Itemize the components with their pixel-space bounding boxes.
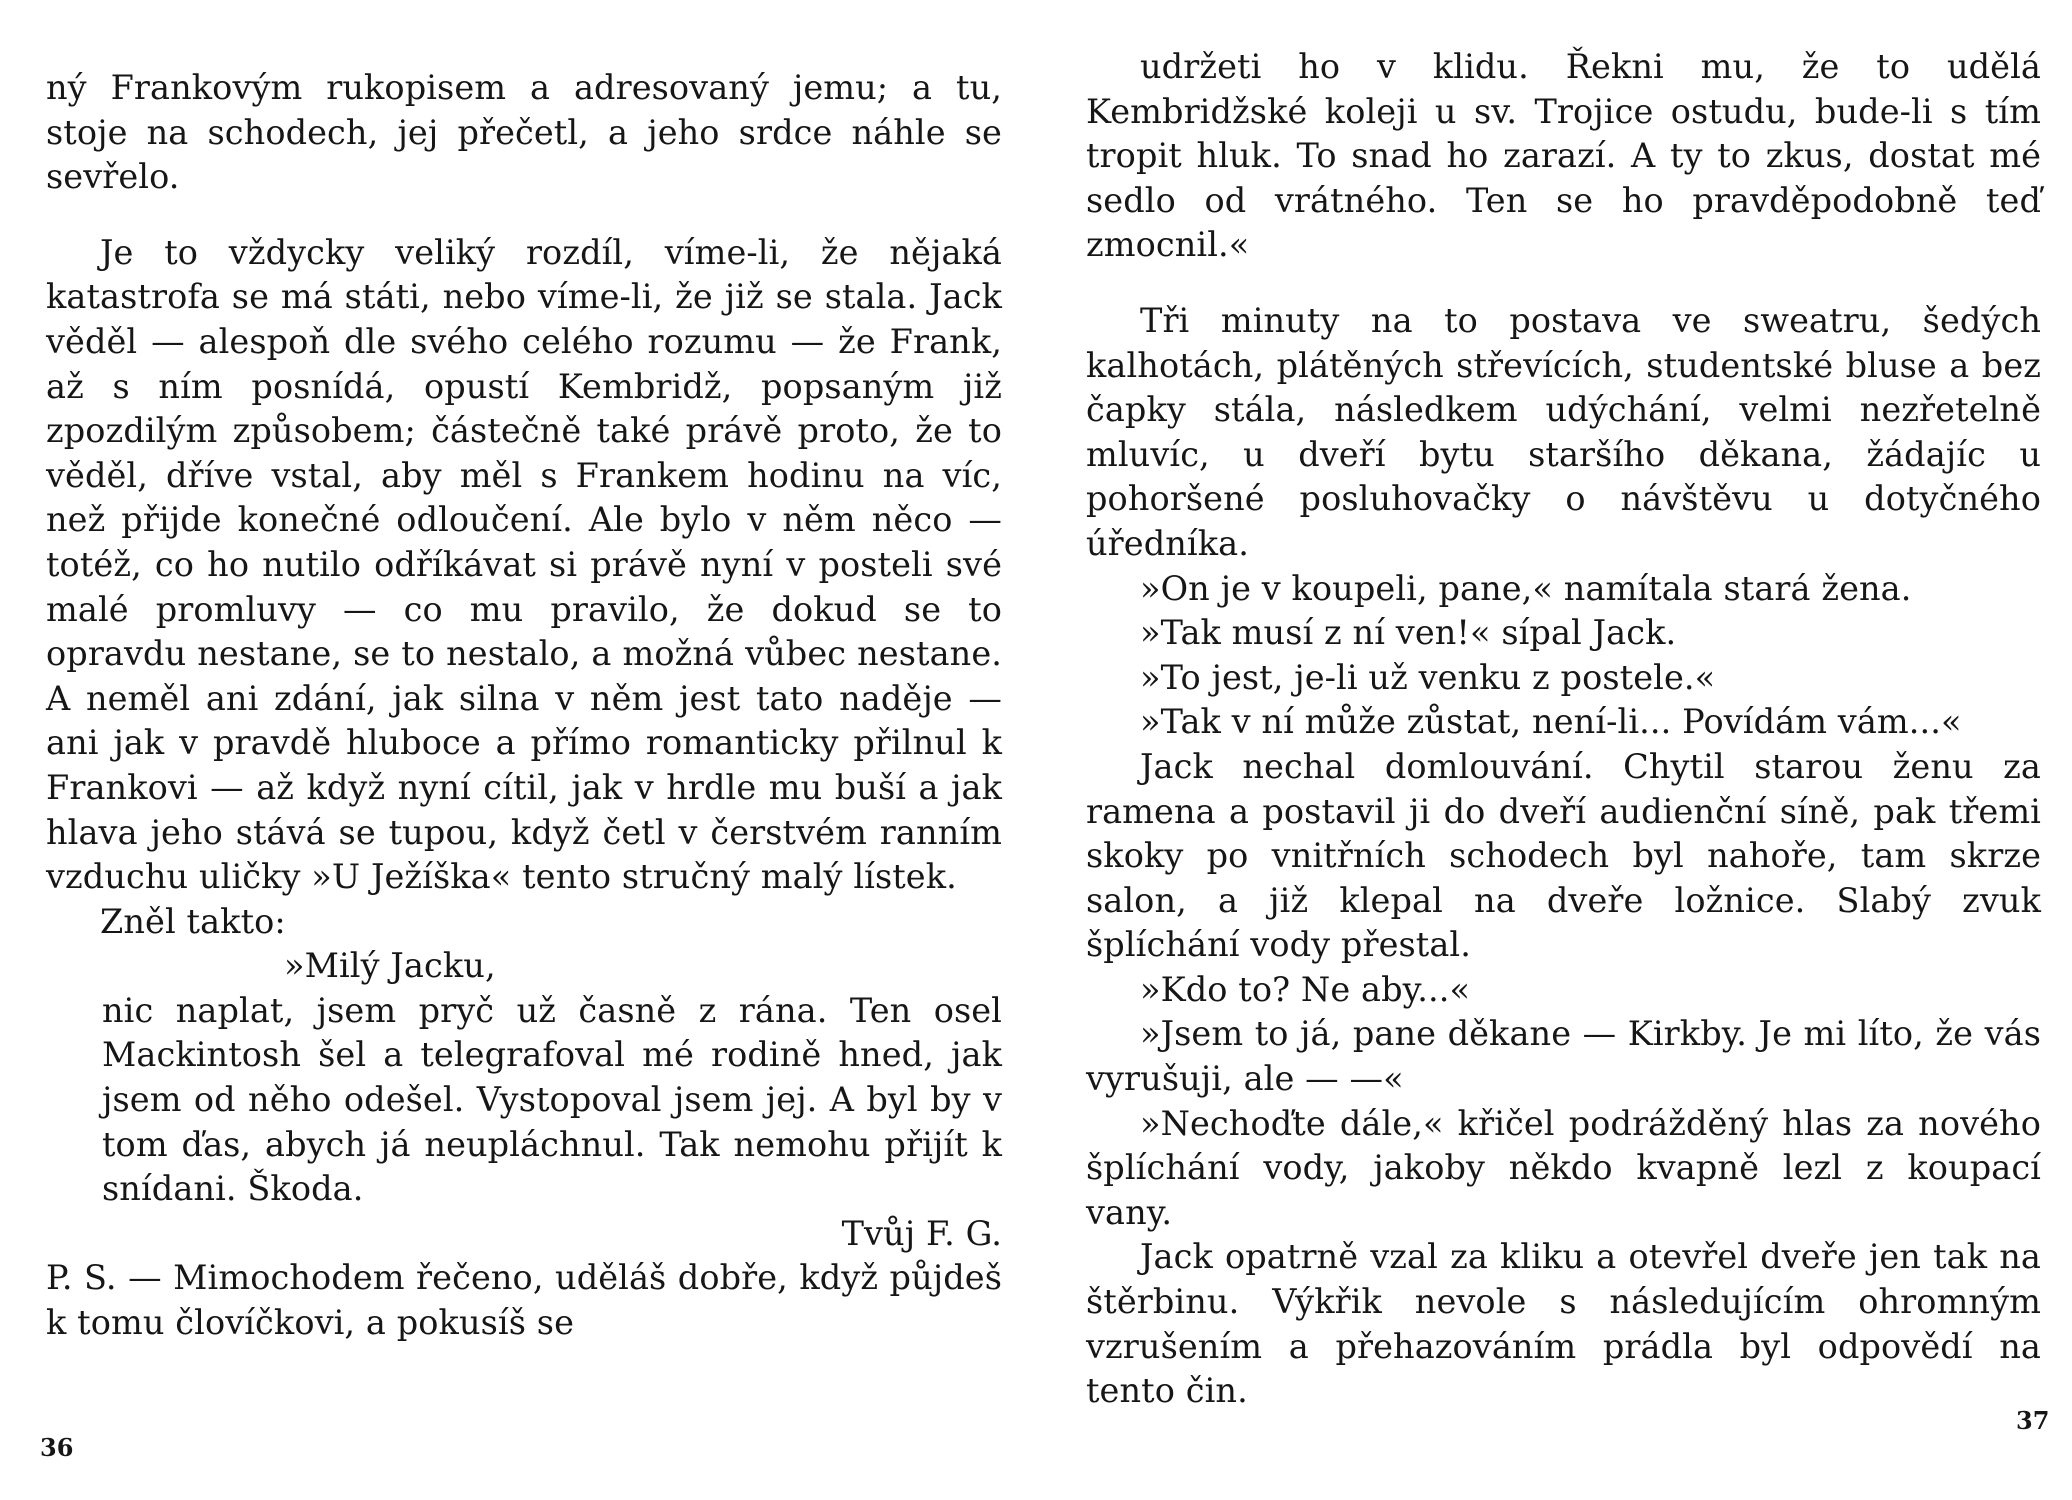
right-paragraph-6: »Tak v ní může zůstat, není-li... Povídám vám...« <box>1140 702 1962 742</box>
right-paragraph-2: Tři minuty na to postava ve sweatru, šedých kalhotách, plátěných střevících, studentské bluse a bez čapky stála, následkem udýchání, velmi nezřetelně mluvíc, u dveří bytu staršího děkana, žádajíc u pohoršené posluhovačky o návštěvu u dotyčného úředníka. <box>1086 300 2041 563</box>
letter-text: nic naplat, jsem pryč už časně z rána. Ten osel Mackintosh šel a telegrafoval mé rodině hned, jak jsem od něho odešel. Vystopoval jsem jej. A byl by v tom ďas, abych já neupláchnul. Tak nemohu přijít k snídani. Škoda. <box>102 990 1002 1209</box>
left-paragraph-1: ný Frankovým rukopisem a adresovaný jemu; a tu, stoje na schodech, jej přečetl, a jeho srdce náhle se sevřelo. <box>46 68 1002 197</box>
letter-postscript: P. S. — Mimochodem řečeno, uděláš dobře, když půjdeš k tomu človíčkovi, a pokusíš se <box>46 1258 1002 1343</box>
right-paragraph-11: Jack opatrně vzal za kliku a otevřel dveře jen tak na štěrbinu. Výkřik nevole s následujícím ohromným vzrušením a přehazováním prádla byl odpovědí na tento čin. <box>1086 1237 2041 1411</box>
paragraph-gap <box>46 200 1002 231</box>
right-page <box>1036 0 2072 1500</box>
letter-body <box>46 989 1002 1212</box>
right-paragraph-7: Jack nechal domlouvání. Chytil starou ženu za ramena a postavil ji do dveří audienční síně, pak třemi skoky po vnitřních schodech byl nahoře, tam skrze salon, a již klepal na dveře ložnice. Slabý zvuk šplíchání vody přestal. <box>1086 746 2041 965</box>
right-paragraph-3: »On je v koupeli, pane,« namítala stará žena. <box>1140 568 1912 608</box>
letter-salutation: »Milý Jacku, <box>284 946 496 986</box>
right-paragraph-1: udržeti ho v klidu. Řekni mu, že to udělá Kembridžské koleji u sv. Trojice ostudu, bude-li s tím tropit hluk. To snad ho zarazí. A ty to zkus, dostat mé sedlo od vrátného. Ten se ho pravděpodobně teď zmocnil.« <box>1086 47 2041 265</box>
left-paragraph-3: Zněl takto: <box>100 901 286 941</box>
left-paragraph-2: Je to vždycky veliký rozdíl, víme-li, že nějaká katastrofa se má státi, nebo víme-li, že již se stala. Jack věděl — alespoň dle svého celého rozumu — že Frank, až s ním posnídá, opustí Kembridž, popsaným již zpozdilým způsobem; částečně také právě proto, že to věděl, dříve vstal, aby měl s Frankem hodinu na víc, než přijde konečné odloučení. Ale bylo v něm něco — totéž, co ho nutilo odříkávat si právě nyní v posteli své malé promluvy — co mu pravilo, že dokud se to opravdu nestane, se to nestalo, a možná vůbec nestane. A neměl ani zdání, jak silna v něm jest tato naděje — ani jak v pravdě hluboce a přímo romanticky přilnul k Frankovi — až když nyní cítil, jak v hrdle mu buší a jak hlava jeho stává se tupou, když četl v čerstvém ranním vzduchu uličky »U Ježíška« tento stručný malý lístek. <box>46 232 1002 897</box>
right-paragraph-4: »Tak musí z ní ven!« sípal Jack. <box>1140 613 1677 653</box>
page-number-right: 37 <box>2016 1406 2050 1435</box>
paragraph-gap <box>1086 268 2041 299</box>
page-number-left: 36 <box>40 1433 74 1462</box>
letter-signature: Tvůj F. G. <box>841 1213 1002 1253</box>
left-text-column <box>46 66 1002 1346</box>
right-text-column <box>1086 45 2041 1414</box>
right-paragraph-10: »Nechoďte dále,« křičel podrážděný hlas za nového šplíchání vody, jakoby někdo kvapně lezl z koupací vany. <box>1086 1103 2041 1232</box>
right-paragraph-8: »Kdo to? Ne aby...« <box>1140 969 1471 1009</box>
right-paragraph-5: »To jest, je-li už venku z postele.« <box>1140 657 1716 697</box>
right-paragraph-9: »Jsem to já, pane děkane — Kirkby. Je mi líto, že vás vyrušuji, ale — —« <box>1086 1014 2041 1099</box>
